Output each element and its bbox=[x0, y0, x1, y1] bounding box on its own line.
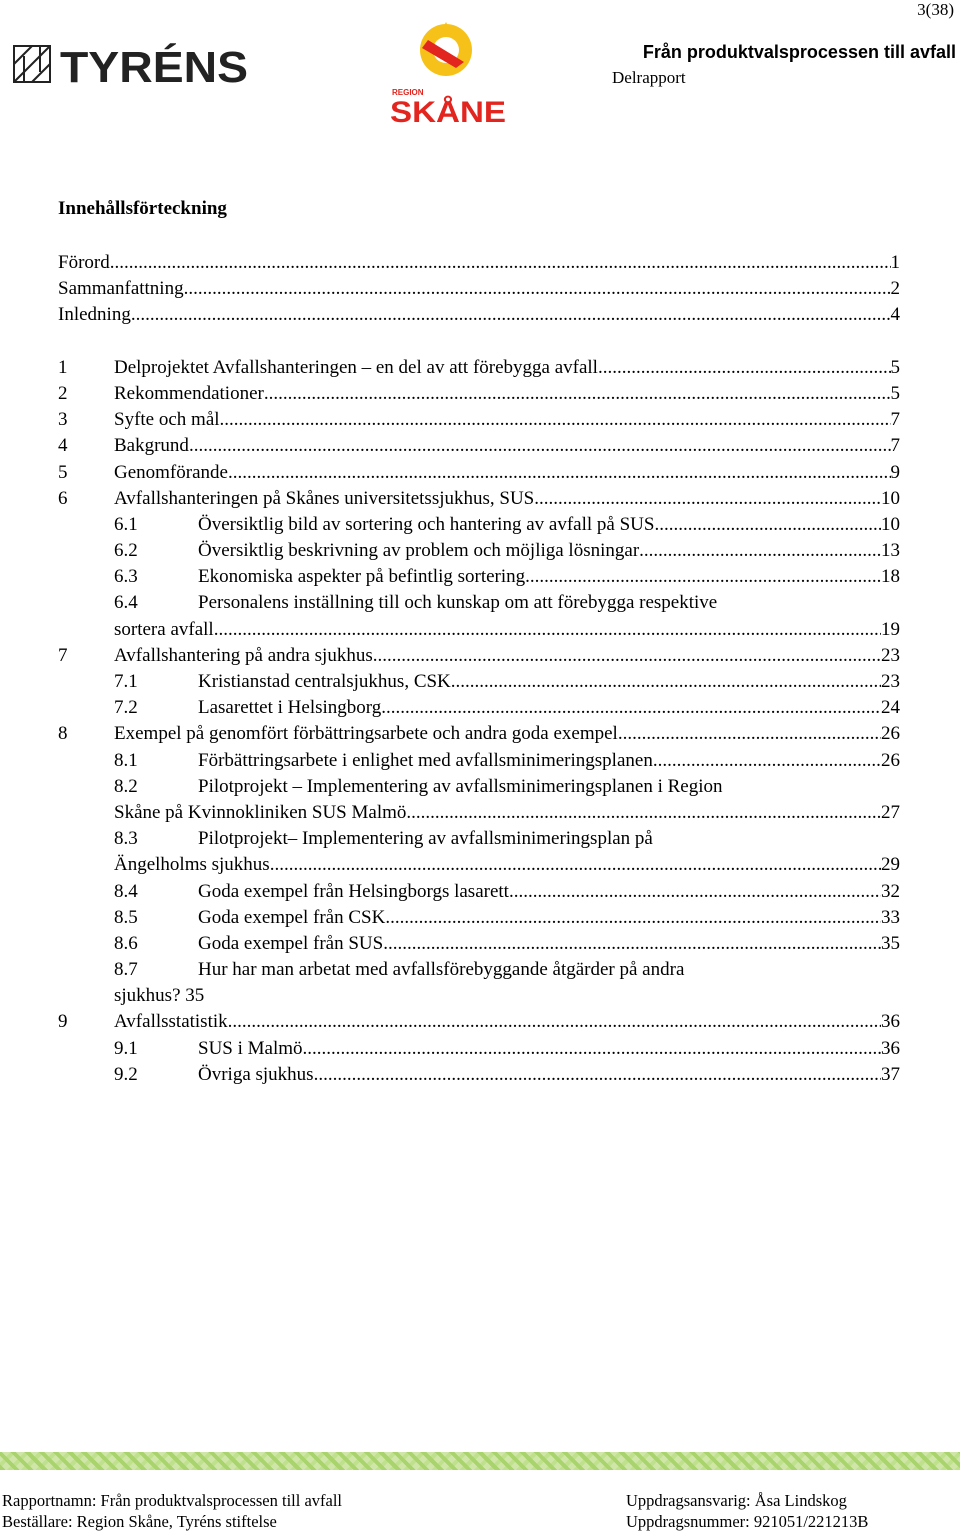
toc-entry-4[interactable]: 4 Bakgrund ..... 7 bbox=[58, 433, 900, 459]
dot-leader bbox=[385, 905, 881, 931]
logo-region-text: REGION bbox=[392, 88, 424, 97]
toc-entry-8-7[interactable]: 8.7 Hur har man arbetat med avfallsförebyggande åtgärder på andra sjukhus? 35 bbox=[114, 959, 685, 1007]
toc-heading: Innehållsförteckning bbox=[58, 198, 227, 219]
dot-leader bbox=[131, 302, 891, 328]
dot-leader bbox=[525, 564, 881, 590]
toc-entry-forord[interactable]: Förord ..... 1 bbox=[58, 250, 900, 276]
dot-leader bbox=[228, 460, 891, 486]
toc-entry-8[interactable]: 8 Exempel på genomfört förbättringsarbete och andra goda exempel ..... 26 bbox=[58, 721, 900, 747]
toc-entry-5[interactable]: 5 Genomförande ..... 9 bbox=[58, 460, 900, 486]
report-title: Från produktvalsprocessen till avfall bbox=[642, 42, 956, 62]
dot-leader bbox=[303, 1036, 881, 1062]
dot-leader bbox=[314, 1062, 881, 1088]
dot-leader bbox=[598, 355, 891, 381]
toc-entry-1[interactable]: 1 Delprojektet Avfallshanteringen – en del av att förebygga avfall ..... 5 bbox=[58, 355, 900, 381]
toc-entry-6-3[interactable]: 6.3 Ekonomiska aspekter på befintlig sortering ..... 18 bbox=[58, 564, 900, 590]
footer-report-name: Rapportnamn: Från produktvalsprocessen till avfall bbox=[2, 1491, 343, 1510]
toc-entry-6-2[interactable]: 6.2 Översiktlig beskrivning av problem och möjliga lösningar ..... 13 bbox=[58, 538, 900, 564]
toc-entry-3[interactable]: 3 Syfte och mål ..... 7 bbox=[58, 407, 900, 433]
dot-leader bbox=[451, 669, 881, 695]
dot-leader bbox=[509, 879, 881, 905]
logo-skane-text: SKÅNE bbox=[390, 96, 506, 126]
dot-leader bbox=[406, 800, 881, 826]
dot-leader bbox=[214, 617, 881, 643]
dot-leader bbox=[270, 852, 881, 878]
dot-leader bbox=[534, 486, 881, 512]
toc-entry-9-1[interactable]: 9.1 SUS i Malmö ..... 36 bbox=[58, 1036, 900, 1062]
toc-entry-8-4[interactable]: 8.4 Goda exempel från Helsingborgs lasarett ..... 32 bbox=[58, 879, 900, 905]
footer-client: Beställare: Region Skåne, Tyréns stiftelse bbox=[2, 1512, 277, 1531]
tyrens-emblem-icon bbox=[14, 46, 50, 82]
toc-entry-7-1[interactable]: 7.1 Kristianstad centralsjukhus, CSK ..... 23 bbox=[58, 669, 900, 695]
dot-leader bbox=[220, 407, 891, 433]
tyrens-wordmark: TYRÉNS bbox=[60, 43, 239, 90]
toc-entry-9-2[interactable]: 9.2 Övriga sjukhus ..... 37 bbox=[58, 1062, 900, 1088]
toc-entry-7-2[interactable]: 7.2 Lasarettet i Helsingborg ..... 24 bbox=[58, 695, 900, 721]
dot-leader bbox=[618, 721, 881, 747]
toc-entry-6-4[interactable]: 6.4 Personalens inställning till och kunskap om att förebygga respektive sortera avfall ..... 19 bbox=[58, 590, 900, 642]
griffin-emblem-icon bbox=[420, 22, 472, 76]
dot-leader bbox=[381, 695, 881, 721]
toc-entry-sammanfattning[interactable]: Sammanfattning ..... 2 bbox=[58, 276, 900, 302]
footer-assignment-number: Uppdragsnummer: 921051/221213B bbox=[626, 1512, 869, 1531]
dot-leader bbox=[264, 381, 891, 407]
toc-entry-9[interactable]: 9 Avfallsstatistik ..... 36 bbox=[58, 1009, 900, 1035]
dot-leader bbox=[653, 748, 881, 774]
toc-entry-inledning[interactable]: Inledning ..... 4 bbox=[58, 302, 900, 328]
table-of-contents bbox=[58, 250, 900, 1088]
dot-leader bbox=[110, 250, 891, 276]
footer-responsible: Uppdragsansvarig: Åsa Lindskog bbox=[626, 1491, 847, 1510]
dot-leader bbox=[639, 538, 881, 564]
footer-pattern-band bbox=[0, 1452, 960, 1470]
toc-entry-2[interactable]: 2 Rekommendationer ..... 5 bbox=[58, 381, 900, 407]
toc-entry-6-1[interactable]: 6.1 Översiktlig bild av sortering och hantering av avfall på SUS ..... 10 bbox=[58, 512, 900, 538]
toc-entry-8-1[interactable]: 8.1 Förbättringsarbete i enlighet med avfallsminimeringsplanen ..... 26 bbox=[58, 748, 900, 774]
toc-entry-8-6[interactable]: 8.6 Goda exempel från SUS ..... 35 bbox=[58, 931, 900, 957]
toc-entry-7[interactable]: 7 Avfallshantering på andra sjukhus ..... 23 bbox=[58, 643, 900, 669]
page-number: 3(38) bbox=[917, 0, 954, 19]
dot-leader bbox=[383, 931, 881, 957]
dot-leader bbox=[373, 643, 881, 669]
toc-entry-6[interactable]: 6 Avfallshanteringen på Skånes universitetssjukhus, SUS ..... 10 bbox=[58, 486, 900, 512]
toc-entry-8-5[interactable]: 8.5 Goda exempel från CSK ..... 33 bbox=[58, 905, 900, 931]
toc-entry-8-3[interactable]: 8.3 Pilotprojekt– Implementering av avfallsminimeringsplan på Ängelholms sjukhus ..... 29 bbox=[58, 826, 900, 878]
report-type: Delrapport bbox=[612, 68, 686, 87]
region-skane-logo bbox=[386, 18, 510, 131]
toc-entry-8-2[interactable]: 8.2 Pilotprojekt – Implementering av avfallsminimeringsplanen i Region Skåne på Kvinnokliniken SUS Malmö ..... 27 bbox=[58, 774, 900, 826]
dot-leader bbox=[654, 512, 881, 538]
tyrens-logo bbox=[12, 38, 252, 95]
dot-leader bbox=[184, 276, 891, 302]
dot-leader bbox=[228, 1009, 881, 1035]
page-footer bbox=[2, 1490, 956, 1532]
dot-leader bbox=[189, 433, 891, 459]
